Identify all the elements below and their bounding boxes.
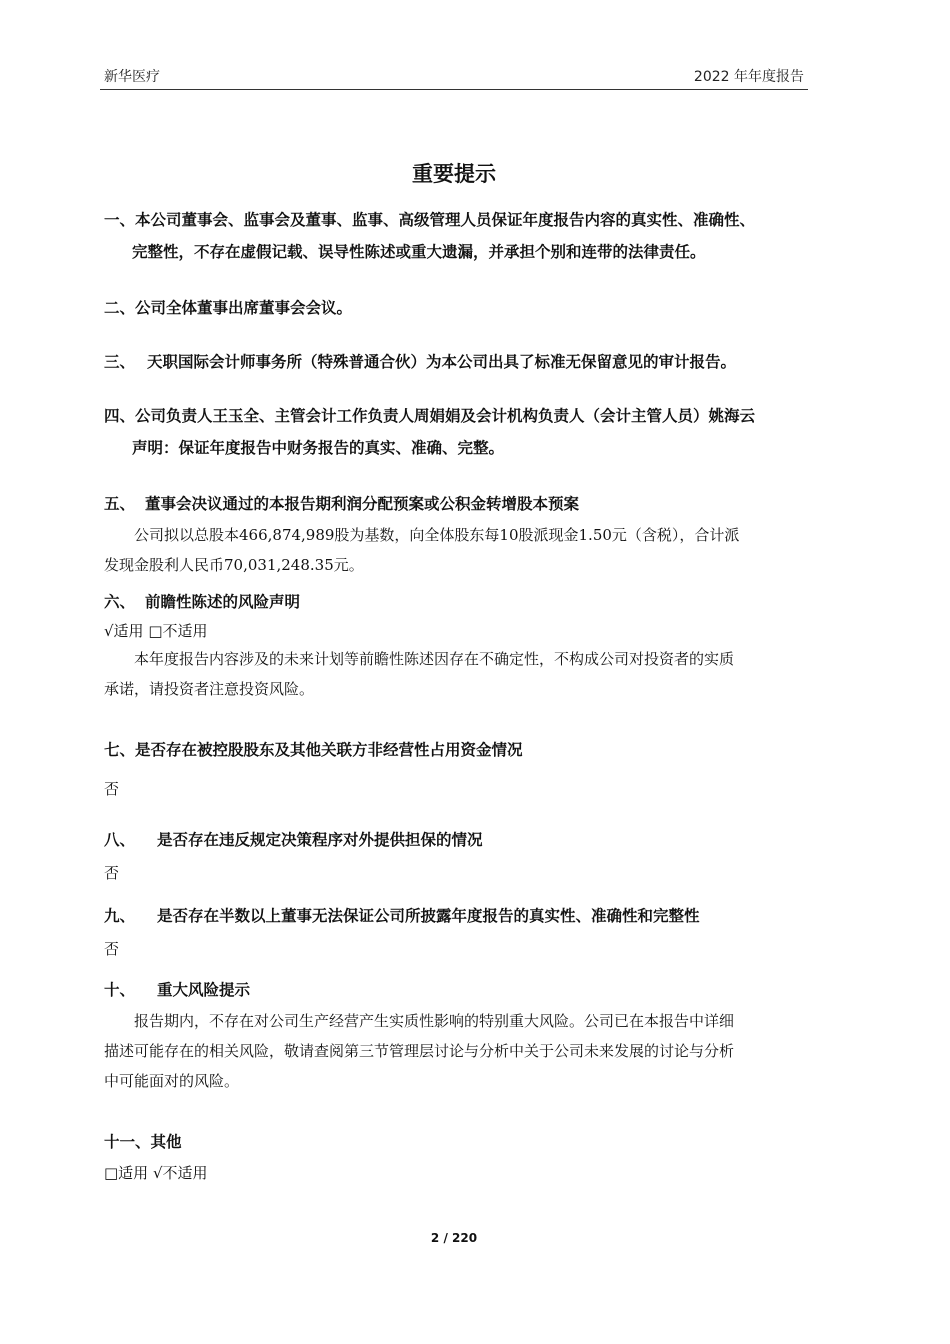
section-2 bbox=[104, 292, 810, 324]
section-11-applicability: □适用 √不适用 bbox=[104, 1164, 208, 1182]
section-3 bbox=[104, 346, 810, 378]
section-8 bbox=[104, 824, 810, 888]
section-2-text: 公司全体董事出席董事会会议。 bbox=[135, 299, 353, 317]
section-9-title: 是否存在半数以上董事无法保证公司所披露年度报告的真实性、准确性和完整性 bbox=[157, 907, 700, 925]
section-8-title: 是否存在违反规定决策程序对外提供担保的情况 bbox=[157, 831, 483, 849]
section-10-body-line-1: 报告期内，不存在对公司生产经营产生实质性影响的特别重大风险。公司已在本报告中详细 bbox=[134, 1012, 735, 1030]
section-11 bbox=[104, 1126, 810, 1186]
section-1-line-1: 本公司董事会、监事会及董事、监事、高级管理人员保证年度报告内容的真实性、准确性、 bbox=[135, 211, 756, 229]
section-9-answer: 否 bbox=[104, 940, 120, 958]
section-7-title: 是否存在被控股股东及其他关联方非经营性占用资金情况 bbox=[135, 741, 523, 759]
section-10 bbox=[104, 974, 810, 1096]
section-6-title: 前瞻性陈述的风险声明 bbox=[145, 593, 301, 611]
section-7-answer: 否 bbox=[104, 780, 120, 798]
page-title: 重要提示 bbox=[412, 162, 496, 186]
section-10-body-line-3: 中可能面对的风险。 bbox=[104, 1072, 240, 1090]
section-5-number: 五、 bbox=[104, 495, 136, 513]
section-1-line-2: 完整性，不存在虚假记载、误导性陈述或重大遗漏，并承担个别和连带的法律责任。 bbox=[132, 243, 706, 261]
section-4-line-2: 声明：保证年度报告中财务报告的真实、准确、完整。 bbox=[132, 439, 505, 457]
header-divider bbox=[100, 89, 808, 90]
section-10-body-line-2: 描述可能存在的相关风险，敬请查阅第三节管理层讨论与分析中关于公司未来发展的讨论与分析 bbox=[104, 1042, 735, 1060]
section-1 bbox=[104, 204, 810, 268]
section-9-number: 九、 bbox=[104, 907, 136, 925]
section-11-number: 十一、 bbox=[104, 1133, 151, 1151]
section-3-text: 天职国际会计师事务所（特殊普通合伙）为本公司出具了标准无保留意见的审计报告。 bbox=[147, 353, 737, 371]
section-5-body-line-1: 公司拟以总股本466,874,989股为基数，向全体股东每10股派现金1.50元（含税），合计派 bbox=[134, 526, 740, 544]
section-6-body-line-1: 本年度报告内容涉及的未来计划等前瞻性陈述因存在不确定性，不构成公司对投资者的实质 bbox=[134, 650, 735, 668]
section-2-number: 二、 bbox=[104, 299, 136, 317]
section-4 bbox=[104, 400, 810, 464]
section-7-number: 七、 bbox=[104, 741, 136, 759]
section-1-number: 一、 bbox=[104, 211, 136, 229]
section-6 bbox=[104, 586, 810, 704]
section-5 bbox=[104, 488, 810, 580]
header-report-title: 2022 年年度报告 bbox=[693, 69, 804, 85]
page-number: 2 / 220 bbox=[430, 1231, 478, 1245]
section-6-number: 六、 bbox=[104, 593, 136, 611]
section-10-number: 十、 bbox=[104, 981, 136, 999]
header-company: 新华医疗 bbox=[104, 69, 160, 85]
section-8-answer: 否 bbox=[104, 864, 120, 882]
section-5-body-line-2: 发现金股利人民币70,031,248.35元。 bbox=[104, 556, 364, 574]
section-5-title: 董事会决议通过的本报告期利润分配预案或公积金转增股本预案 bbox=[145, 495, 580, 513]
section-10-title: 重大风险提示 bbox=[157, 981, 251, 999]
section-3-number: 三、 bbox=[104, 353, 136, 371]
section-9 bbox=[104, 900, 810, 964]
section-4-number: 四、 bbox=[104, 407, 136, 425]
section-11-title: 其他 bbox=[150, 1133, 182, 1151]
section-7 bbox=[104, 734, 810, 804]
section-6-body-line-2: 承诺，请投资者注意投资风险。 bbox=[104, 680, 315, 698]
section-8-number: 八、 bbox=[104, 831, 136, 849]
section-4-line-1: 公司负责人王玉全、主管会计工作负责人周娟娟及会计机构负责人（会计主管人员）姚海云 bbox=[135, 407, 756, 425]
section-6-applicability: √适用 □不适用 bbox=[104, 622, 208, 640]
